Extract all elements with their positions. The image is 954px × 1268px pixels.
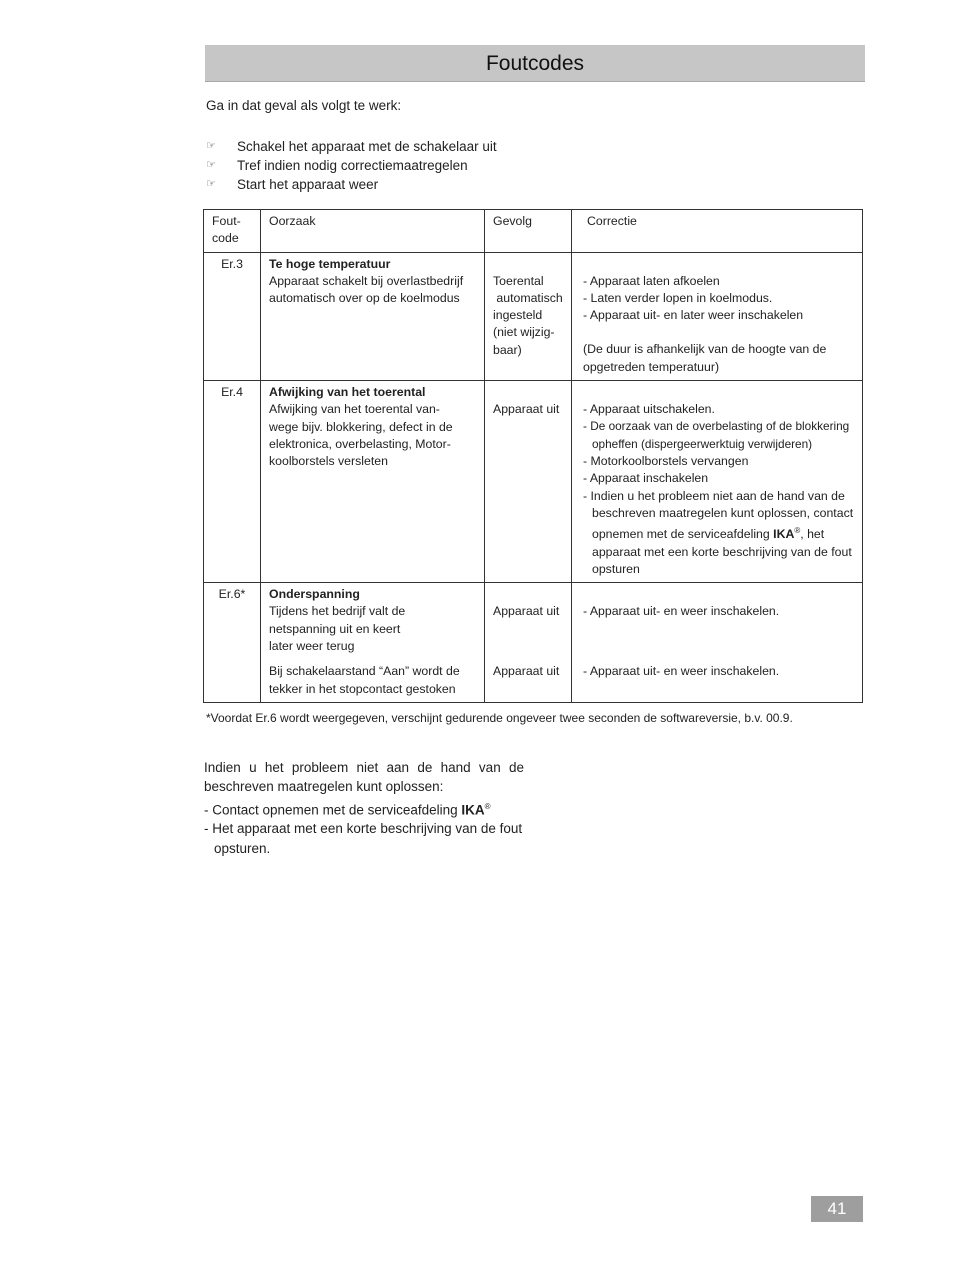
table-row <box>204 583 863 703</box>
cause-cell: Afwijking van het toerental Afwijking van het toerental van- wege bijv. blokkering, defect in de elektronica, overbelasting, Motor- koolborstels versleten <box>261 381 485 583</box>
header-effect: Gevolg <box>485 210 572 253</box>
step-item: ☞ Start het apparaat weer <box>206 177 379 192</box>
error-code: Er.3 <box>204 252 261 380</box>
pointing-hand-icon: ☞ <box>206 140 216 152</box>
contact-instructions: Indien u het probleem niet aan de hand van de beschreven maatregelen kunt oplossen: - Contact opnemen met de serviceafdeling IKA® - Het apparaat met een korte beschrijving van de fout opsturen. <box>204 760 524 856</box>
footnote: *Voordat Er.6 wordt weergegeven, verschijnt gedurende ongeveer twee seconden de softwareversie, b.v. 00.9. <box>206 711 793 725</box>
correction-cell: - Apparaat uitschakelen. - De oorzaak van de overbelasting of de blokkering opheffen (dispergeerwerktuig verwijderen) - Motorkoolborstels vervangen - Apparaat inschakelen - Indien u het probleem niet aan de hand van de beschreven maatregelen kunt oplossen, contact opnemen met de serviceafdeling IKA®, het apparaat met een korte beschrijving van de fout opsturen <box>572 381 863 583</box>
brand-name: IKA <box>461 802 485 818</box>
page-title: Foutcodes <box>485 52 585 75</box>
cause-title: Afwijking van het toerental <box>269 385 426 400</box>
intro-text: Ga in dat geval als volgt te werk: <box>206 98 402 113</box>
cause-title: Te hoge temperatuur <box>269 256 391 271</box>
step-item: ☞ Schakel het apparaat met de schakelaar uit <box>206 139 497 154</box>
header-cause: Oorzaak <box>261 210 485 253</box>
title-bar <box>205 45 865 82</box>
header-correction: Correctie <box>572 210 863 253</box>
pointing-hand-icon: ☞ <box>206 159 216 171</box>
correction-cell: - Apparaat uit- en weer inschakelen. - Apparaat uit- en weer inschakelen. <box>572 583 863 703</box>
step-item: ☞ Tref indien nodig correctiemaatregelen <box>206 158 468 173</box>
pointing-hand-icon: ☞ <box>206 178 216 190</box>
effect-cell: Toerental automatisch ingesteld (niet wijzig- baar) <box>485 252 572 380</box>
cause-title: Onderspanning <box>269 587 360 602</box>
table-row <box>204 252 863 380</box>
table-header-row <box>204 210 863 253</box>
page-number: 41 <box>811 1196 863 1222</box>
cause-cell: Te hoge temperatuur Apparaat schakelt bij overlastbedrijf automatisch over op de koelmodus <box>261 252 485 380</box>
effect-cell: Apparaat uit <box>485 381 572 583</box>
error-code-table <box>203 209 863 703</box>
error-code: Er.6* <box>204 583 261 703</box>
steps-list <box>206 137 497 194</box>
brand-name: IKA <box>773 527 795 542</box>
table-row <box>204 381 863 583</box>
cause-cell: Onderspanning Tijdens het bedrijf valt de netspanning uit en keert later weer terug Bij schakelaarstand “Aan” wordt de tekker in het stopcontact gestoken <box>261 583 485 703</box>
effect-cell: Apparaat uit Apparaat uit <box>485 583 572 703</box>
header-code: Fout- code <box>204 210 261 253</box>
correction-cell: - Apparaat laten afkoelen - Laten verder lopen in koelmodus. - Apparaat uit- en later weer inschakelen (De duur is afhankelijk van de hoogte van de opgetreden temperatuur) <box>572 252 863 380</box>
correction-note: (De duur is afhankelijk van de hoogte van de opgetreden temperatuur) <box>583 342 827 374</box>
error-code: Er.4 <box>204 381 261 583</box>
